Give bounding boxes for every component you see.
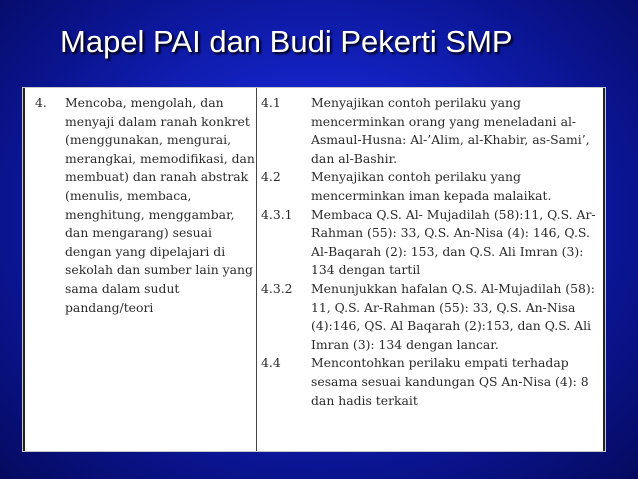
- basic-competency-number: 4.4: [261, 355, 281, 371]
- basic-competency-item-4-3-2: [261, 280, 597, 354]
- basic-competency-text: Mencontohkan perilaku empati terhadap sesama sesuai kandungan QS An-Nisa (4): 8 dan hadis terkait: [311, 355, 589, 408]
- basic-competency-cell: [257, 88, 605, 451]
- basic-competency-number: 4.2: [261, 169, 281, 185]
- basic-competency-number: 4.1: [261, 95, 281, 110]
- basic-competency-text: Membaca Q.S. Al- Mujadilah (58):11, Q.S. Ar-Rahman (55): 33, Q.S. An-Nisa (4): 146, Q.S. Al-Baqarah (2): 153, dan Q.S. Ali Imran (3): 134 dengan tartil: [311, 206, 596, 278]
- core-competency-text: Mencoba, mengolah, dan menyaji dalam ranah konkret (menggunakan, mengurai, merangkai, memodifikasi, dan membuat) dan ranah abstrak (menulis, membaca, menghitung, menggambar, dan mengarang) sesuai dengan yang dipelajari di sekolah dan sumber lain yang sama dalam sudut pandang/teori: [65, 95, 255, 315]
- competency-table: [22, 87, 606, 452]
- basic-competency-text: Menunjukkan hafalan Q.S. Al-Mujadilah (58): 11, Q.S. Ar-Rahman (55): 33, Q.S. An-Nisa (4):146, QS. Al Baqarah (2):153, dan Q.S. Ali Imran (3): 134 dengan lancar.: [311, 280, 595, 352]
- slide-title: Mapel PAI dan Budi Pekerti SMP: [60, 24, 513, 59]
- basic-competency-number: 4.3.1: [261, 206, 293, 222]
- core-competency-number: 4.: [35, 95, 47, 110]
- basic-competency-item-4-4: [261, 354, 597, 410]
- basic-competency-number: 4.3.2: [261, 280, 293, 296]
- core-competency-cell: [23, 88, 257, 451]
- basic-competency-item-4-1: [261, 94, 597, 168]
- basic-competency-text: Menyajikan contoh perilaku yang mencerminkan iman kepada malaikat.: [311, 169, 552, 203]
- basic-competency-item-4-2: [261, 168, 597, 205]
- basic-competency-text: Menyajikan contoh perilaku yang mencerminkan orang yang meneladani al-Asmaul-Husna: Al-’Alim, al-Khabir, as-Sami’, dan al-Bashir.: [311, 95, 590, 166]
- basic-competency-item-4-3-1: [261, 206, 597, 280]
- core-competency-item: [35, 94, 256, 317]
